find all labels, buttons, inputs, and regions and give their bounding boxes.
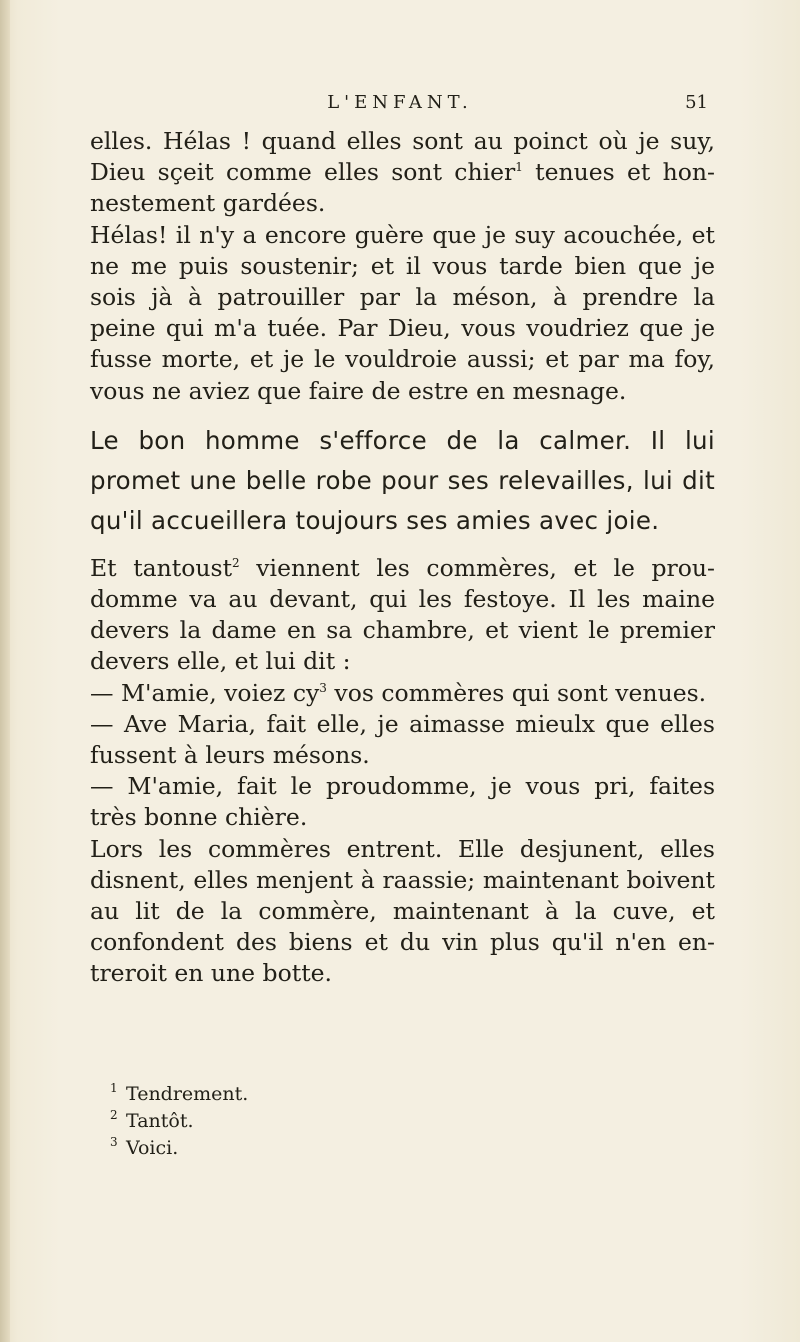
footnote-3 [110, 1135, 710, 1162]
footnote-text-2: Tantôt. [126, 1110, 194, 1132]
footnote-text-3: Voici. [126, 1137, 179, 1159]
running-title: L'ENFANT. [327, 92, 473, 113]
footnote-mark-2: 2 [110, 1108, 118, 1122]
paragraph-4-part-b: vos commères qui sont venues. [334, 678, 707, 707]
paragraph-3-part-b: viennent les commères, et le prou-domme va au devant, qui les festoye. Il les maine devers la dame en sa chambre, et vient le premier devers elle, et lui dit : [90, 553, 715, 676]
paragraph-5: — Ave Maria, fait elle, je aimasse mieulx que elles fussent à leurs mésons. [90, 709, 715, 770]
paragraph-3 [90, 553, 715, 678]
footnotes [110, 1081, 710, 1162]
note-ref-3: 3 [319, 680, 327, 695]
paragraph-6: — M'amie, fait le proudomme, je vous pri, faites très bonne chière. [90, 772, 715, 832]
paragraph-2: Hélas! il n'y a encore guère que je suy acouchée, et ne me puis soustenir; et il vous tarde bien que je sois jà à patrouiller par la méson, à prendre la peine qui m'a tuée. Par Dieu, vous voudriez que je fusse morte, et je le vouldroie aussi; et par ma foy, vous ne aviez que faire de estre en mesnage. [90, 220, 715, 405]
footnote-mark-3: 3 [110, 1135, 118, 1149]
paragraph-1-part-b: tenues et hon-nestement gardées. [90, 158, 715, 218]
paragraph-1-part-a: elles. Hélas ! quand elles sont au poinct où je suy, Dieu sçeit comme elles sont chier [90, 127, 715, 187]
paragraph-7: Lors les commères entrent. Elle desjunent, elles disnent, elles menjent à raassie; maintenant boivent au lit de la commère, maintenant à la cuve, et confondent des biens et du vin plus qu'il n'en en-treroit en une botte. [90, 834, 715, 988]
paragraph-1 [90, 126, 715, 220]
body-text [90, 126, 715, 990]
footnote-1 [110, 1081, 710, 1108]
running-head [0, 82, 800, 118]
footnote-mark-1: 1 [110, 1081, 118, 1095]
note-ref-1: 1 [515, 160, 523, 175]
paragraph-3-part-a: Et tantoust [90, 553, 233, 582]
paragraph-4-part-a: — M'amie, voiez cy [90, 678, 320, 707]
summary-paragraph: Le bon homme s'efforce de la calmer. Il lui promet une belle robe pour ses relevailles, lui dit qu'il accueillera toujours ses amies avec joie. [90, 425, 715, 535]
page-number: 51 [685, 92, 708, 113]
footnote-text-1: Tendrement. [126, 1083, 249, 1105]
footnote-2 [110, 1108, 710, 1135]
binding-edge [0, 0, 10, 1342]
paragraph-4 [90, 678, 715, 709]
note-ref-2: 2 [232, 556, 240, 570]
